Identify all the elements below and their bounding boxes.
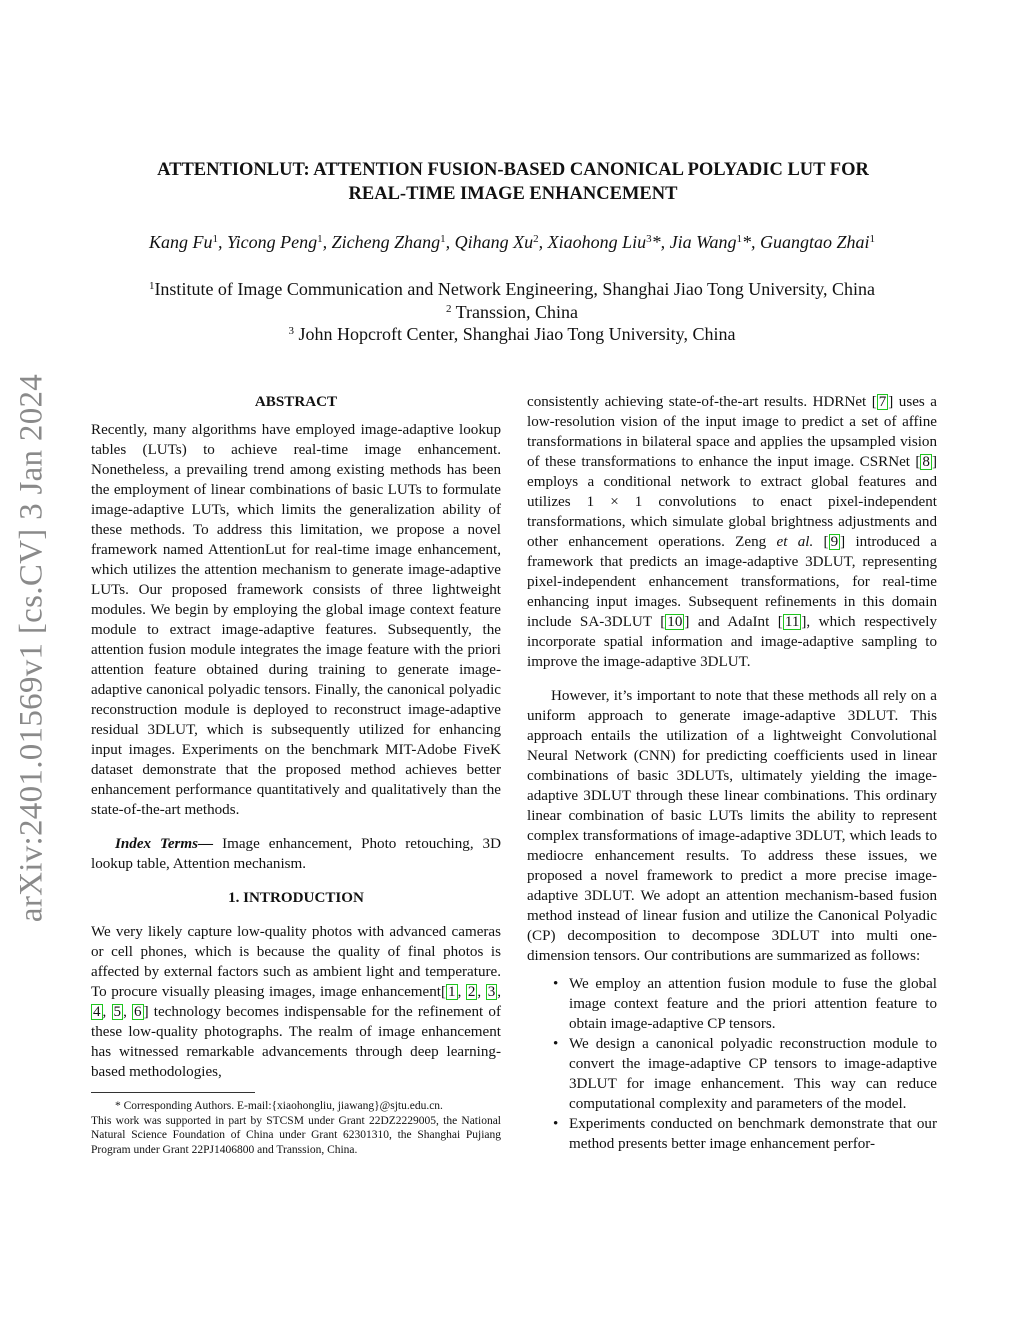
footnote [91,1099,501,1157]
right-column [527,392,937,1154]
citation-link[interactable]: 8 [922,454,930,470]
title-line-2: REAL-TIME IMAGE ENHANCEMENT [348,184,678,204]
citation-link[interactable]: 7 [878,394,887,410]
contribution-list [527,974,937,1154]
affiliation: $^3$ John Hopcroft Center, Shanghai Jiao Tong University, China [288,324,736,344]
footnote-corresponding: * Corresponding Authors. E-mail:{xiaohongliu, jiawang}@sjtu.edu.cn. [115,1100,443,1112]
author-list [60,230,964,254]
abstract-heading: ABSTRACT [254,394,338,410]
author: Zicheng Zhang$^1$, [331,232,455,252]
author: Qihang Xu$^2$, [454,232,548,252]
abstract-text: Recently, many algorithms have employed image-adaptive lookup tables (LUTs) to achieve real-time image enhancement. Nonetheless, a prevailing trend among existing methods has been the employment of linear combinations of basic LUTs to formulate image-adaptive LUTs, which limits the generalization ability of these methods. To address this limitation, we propose a novel framework named AttentionLut for real-time image enhancement, which utilizes the attention mechanism to generate image-adaptive LUTs. Our proposed framework consists of three lightweight modules. We begin by employing the global image context feature module to extract image-adaptive features. Subsequently, the attention fusion module integrates the image feature with the priori attention feature obtained during training to generate image-adaptive canonical polyadic tensors. Finally, the canonical polyadic reconstruction module is deployed to reconstruct image-adaptive residual 3DLUT, which is subsequently utilized for enhancing input images. Experiments on the benchmark MIT-Adobe FiveK dataset demonstrate that the proposed method achieves better enhancement performance quantitatively and qualitatively than the state-of-the-art methods. [91,422,501,818]
citation-link[interactable]: 9 [830,534,839,550]
author: Yicong Peng$^1$, [226,232,332,252]
index-terms: Index Terms— Image enhancement, Photo retouching, 3D lookup table, Attention mechanism. [91,836,502,872]
arxiv-identifier: arXiv:2401.01569v1 [cs.CV] 3 Jan 2024 [13,373,50,923]
footnote-rule [91,1092,255,1093]
footnote-funding: This work was supported in part by STCSM under Grant 22DZ2229005, the National Natural Science Foundation of China under Grant 62301310, the Shanghai Pujiang Program under Grant 22PJ1406800 and Transsion, China. [91,1114,501,1156]
author: Jia Wang$^1$*, [669,232,761,252]
affiliation: $^1$Institute of Image Communication and Network Engineering, Shanghai Jiao Tong University, China [148,279,876,299]
author: Kang Fu$^1$, [148,232,227,252]
citation-link[interactable]: 10 [667,614,683,630]
contribution-item: • Experiments conducted on benchmark demonstrate that our method presents better image enhancement perfor- [569,1114,937,1154]
title-line-1: ATTENTIONLUT: ATTENTION FUSION-BASED CANONICAL POLYADIC LUT FOR [157,160,869,180]
author: Guangtao Zhai$^1$ [760,232,876,252]
affiliation: $^2$ Transsion, China [445,301,579,322]
citation-link[interactable]: 2 [467,984,476,1000]
related-work-paragraph: consistently achieving state-of-the-art results. HDRNet [ 7 ] uses a low-resolution vision of the input image to predict a set of affine transformations in bilateral space and applies the upsampled vision of these transformations to enhance the input image. CSRNet [ 8 ] employs a conditional network to extract global features and utilizes 1 × 1 convolutions to enact pixel-independent transformations, which simulate global brightness adjustments and other enhancement operations. Zeng et al. [ 9 ] introduced a framework that predicts an image-adaptive 3DLUT, representing pixel-independent enhancement transformations, for real-time enhancing input images. Subsequent refinements in this domain include SA-3DLUT [ 10 ] and AdaInt [ 11 ], which respectively incorporate spatial information and image-adaptive sampling to improve the image-adaptive 3DLUT. [527,394,938,670]
intro-paragraph: We very likely capture low-quality photos with advanced cameras or cell phones, which is because the quality of final photos is affected by external factors such as ambient light and temperature. To procure visually pleasing images, image enhancement[ 1 , 2 , 3 , 4 , 5 , 6 ] technology becomes indispensable for the refinement of these low-quality photographs. The realm of image enhancement has witnessed remarkable advancements through deep learning-based methodologies, [91,924,502,1080]
author: Xiaohong Liu$^3$*, [547,232,670,252]
citation-link[interactable]: 5 [113,1004,122,1020]
contribution-item: • We employ an attention fusion module to fuse the global image context feature and the priori attention feature to obtain image-adaptive CP tensors. [569,974,937,1034]
citation-link[interactable]: 1 [448,984,456,1000]
left-column [91,392,501,1157]
affiliation-list [60,278,964,346]
paper-title [100,158,926,206]
index-terms-label: Index Terms— [115,836,214,852]
contribution-item: • We design a canonical polyadic reconstruction module to convert the image-adaptive CP tensors to image-adaptive 3DLUT for image enhancement. This way can reduce computational complexity and parameters of the model. [569,1034,937,1114]
motivation-paragraph: However, it’s important to note that these methods all rely on a uniform approach to generate image-adaptive 3DLUT. This approach entails the utilization of a lightweight Convolutional Neural Network (CNN) for predicting coefficients used in linear combinations of basic 3DLUTs, ultimately yielding the image-adaptive 3DLUT through these linear combinations. This ordinary linear combination of basic LUTs limits the ability to represent complex transformations of image-adaptive 3DLUT, which leads to mediocre enhancement results. To address these issues, we proposed a novel framework to predict a more precise image-adaptive 3DLUT. We adopt an attention mechanism-based fusion method instead of linear fusion and utilize the Canonical Polyadic (CP) decomposition to decompose 3DLUT into multi one-dimension tensors. Our contributions are summarized as follows: [527,688,937,964]
citation-link[interactable]: 4 [93,1004,101,1020]
citation-link[interactable]: 11 [784,614,800,630]
arxiv-side-stamp [10,0,54,1325]
citation-link[interactable]: 3 [487,984,496,1000]
intro-heading: 1. INTRODUCTION [228,890,364,906]
citation-link[interactable]: 6 [134,1004,142,1020]
